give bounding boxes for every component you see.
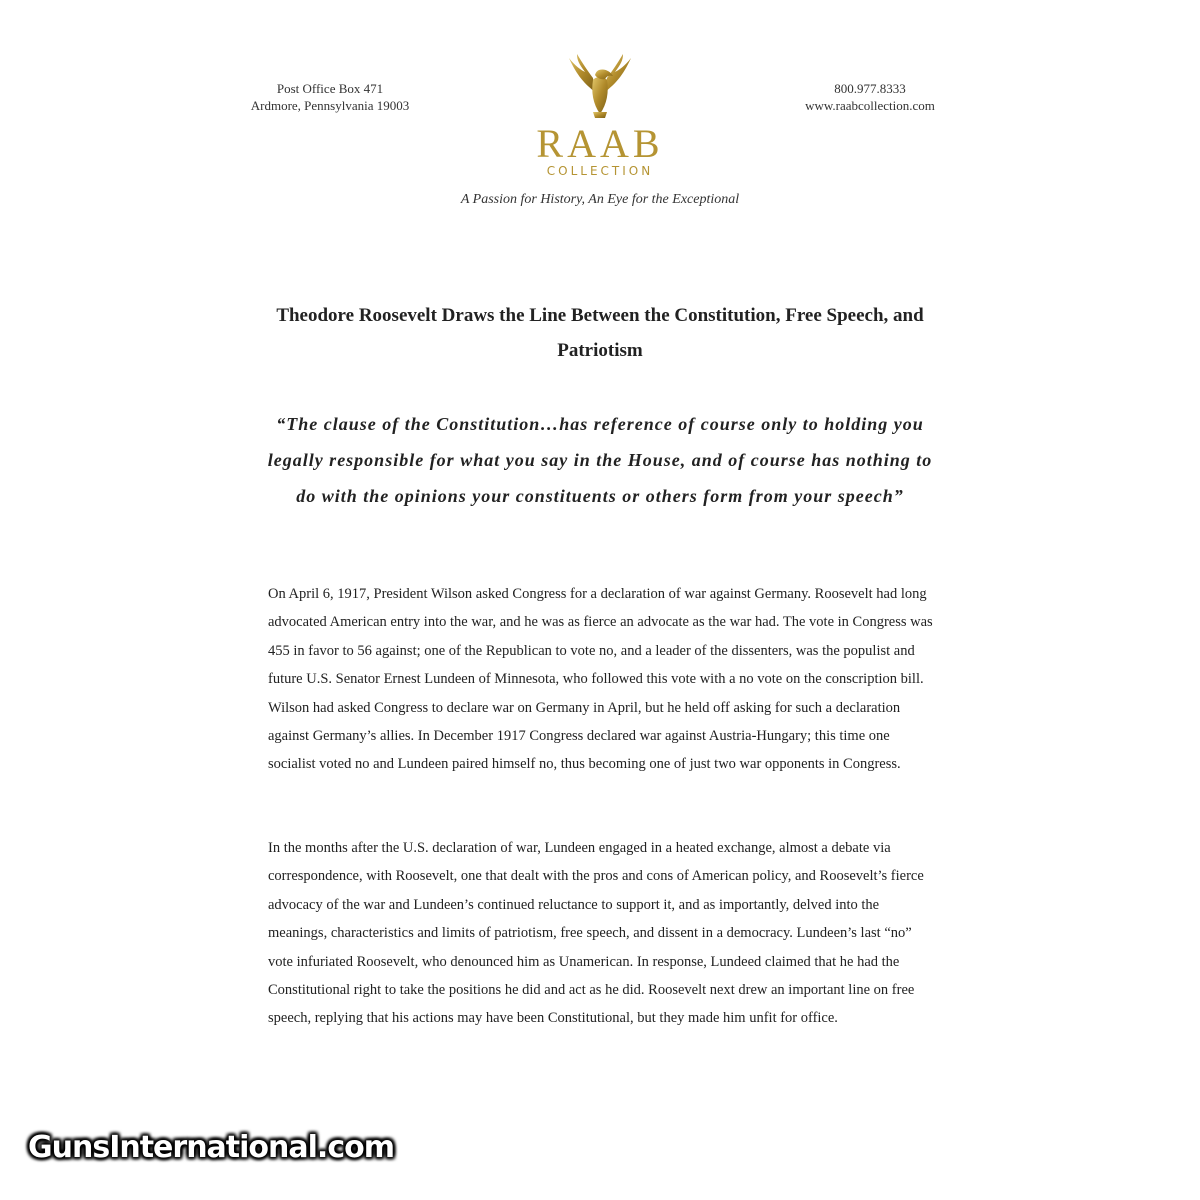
site-watermark: GunsInternational.com: [28, 1130, 394, 1165]
website-link[interactable]: www.raabcollection.com: [805, 98, 935, 113]
featured-quote: “The clause of the Constitution…has reference of course only to holding you legally responsible for what you say in the House, and of course has nothing to do with the opinions your constituents or others form from your speech”: [267, 414, 933, 506]
contact-info: [770, 80, 970, 114]
address-line-1: Post Office Box 471: [276, 81, 384, 96]
tagline: A Passion for History, An Eye for the Exceptional: [460, 192, 740, 207]
body-paragraph-2: In the months after the U.S. declaration of war, Lundeen engaged in a heated exchange, almost a debate via correspondence, with Roosevelt, one that dealt with the pros and cons of American policy, and Roosevelt’s fierce advocacy of the war and Lundeen’s continued reluctance to support it, and as importantly, delved into the meanings, characteristics and limits of patriotism, free speech, and dissent in a democracy. Lundeen’s last “no” vote infuriated Roosevelt, who denounced him as Unamerican. In response, Lundeed claimed that he had the Constitutional right to take the positions he did and act as he did. Roosevelt next drew an important line on free speech, replying that his actions may have been Constitutional, but they made him unfit for office.: [268, 840, 924, 1027]
logo-subtitle: COLLECTION: [546, 164, 654, 178]
address-line-2: Ardmore, Pennsylvania 19003: [250, 98, 410, 113]
raab-logo: [500, 52, 700, 177]
phone-number: 800.977.8333: [834, 81, 906, 96]
body-paragraph-1: On April 6, 1917, President Wilson asked Congress for a declaration of war against Germany. Roosevelt had long advocated American entry into the war, and he was as fierce an advocate as the war had. The vote in Congress was 455 in favor to 56 against; one of the Republican to vote no, and a leader of the dissenters, was the populist and future U.S. Senator Ernest Lundeen of Minnesota, who followed this vote with a no vote on the conscription bill. Wilson had asked Congress to declare war on Germany in April, but he held off asking for such a declaration against Germany’s allies. In December 1917 Congress declared war against Austria-Hungary; this time one socialist voted no and Lundeen paired himself no, thus becoming one of just two war opponents in Congress.: [268, 586, 933, 773]
document-title: Theodore Roosevelt Draws the Line Between the Constitution, Free Speech, and Patriotism: [276, 305, 924, 361]
mailing-address: [230, 80, 430, 114]
logo-wordmark: RAAB: [536, 121, 664, 166]
eagle-icon: [555, 52, 645, 122]
